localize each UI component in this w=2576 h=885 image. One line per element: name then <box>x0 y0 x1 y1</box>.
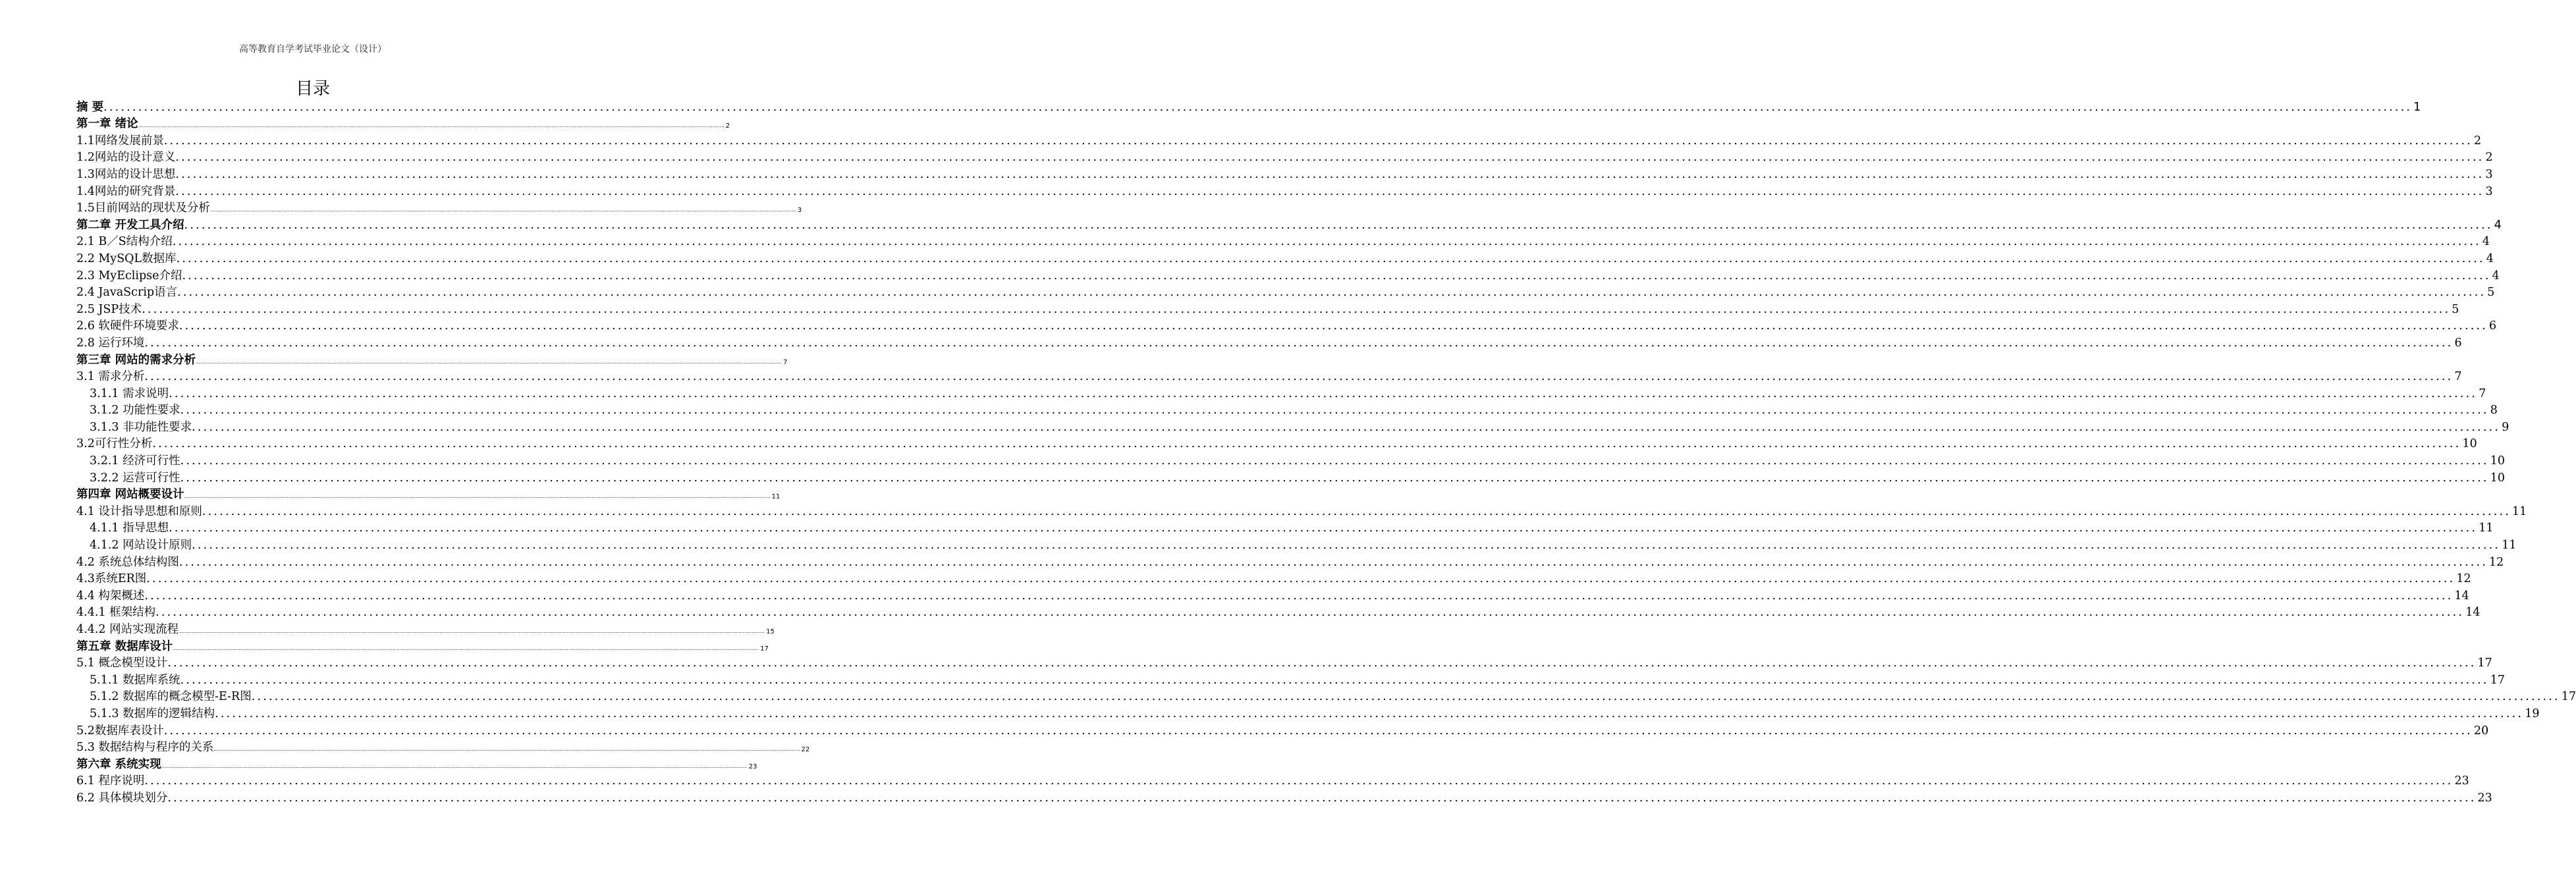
toc-entry-page: 10 <box>2490 471 2505 485</box>
toc-title: 目录 <box>295 79 330 99</box>
toc-entry[interactable] <box>76 131 2482 148</box>
toc-entry-label: 1.1网络发展前景 <box>76 134 164 148</box>
toc-entry-page: 2 <box>725 122 730 130</box>
toc-dot-leader: ................................................................................................................................................................................................................................................................................................................................................................................................................ <box>180 454 2489 468</box>
toc-entry[interactable] <box>76 502 2527 519</box>
toc-entry[interactable] <box>76 266 2500 283</box>
toc-dot-leader: ................................................................................................................................................................................................................................................................................................................................................................................................................ <box>196 359 782 365</box>
toc-entry[interactable] <box>76 283 2495 300</box>
toc-dot-leader: ................................................................................................................................................................................................................................................................................................................................................................................................................ <box>184 218 2493 232</box>
toc-entry-page: 22 <box>801 746 810 754</box>
toc-entry-label: 第三章 网站的需求分析 <box>76 353 196 367</box>
toc-entry-label: 5.3 数据结构与程序的关系 <box>76 741 214 755</box>
toc-entry[interactable] <box>76 670 2505 687</box>
toc-entry-label: 第一章 绪论 <box>76 117 138 131</box>
toc-entry-label: 摘 要 <box>76 100 104 114</box>
toc-entry[interactable] <box>76 687 2576 705</box>
toc-entry[interactable] <box>76 772 2469 789</box>
toc-entry-page: 14 <box>2454 589 2469 603</box>
toc-entry[interactable] <box>76 570 2471 587</box>
toc-entry-page: 12 <box>2489 555 2504 569</box>
toc-dot-leader: ................................................................................................................................................................................................................................................................................................................................................................................................................ <box>144 774 2453 788</box>
toc-entry-page: 17 <box>2490 673 2505 687</box>
toc-entry-page: 12 <box>2456 572 2471 586</box>
toc-dot-leader: ................................................................................................................................................................................................................................................................................................................................................................................................................ <box>161 763 748 769</box>
toc-entry[interactable] <box>76 300 2459 317</box>
toc-dot-leader: ................................................................................................................................................................................................................................................................................................................................................................................................................ <box>172 235 2481 249</box>
toc-entry-label: 3.1.2 功能性要求 <box>90 404 180 417</box>
toc-dot-leader: ................................................................................................................................................................................................................................................................................................................................................................................................................ <box>180 404 2489 417</box>
toc-dot-leader: ................................................................................................................................................................................................................................................................................................................................................................................................................ <box>103 100 2413 114</box>
toc-dot-leader: ................................................................................................................................................................................................................................................................................................................................................................................................................ <box>169 387 2478 400</box>
toc-dot-leader: ................................................................................................................................................................................................................................................................................................................................................................................................................ <box>146 572 2455 586</box>
toc-entry[interactable] <box>76 401 2498 418</box>
toc-dot-leader: ................................................................................................................................................................................................................................................................................................................................................................................................................ <box>177 286 2486 300</box>
toc-entry-page: 23 <box>2477 791 2492 805</box>
toc-dot-leader: ................................................................................................................................................................................................................................................................................................................................................................................................................ <box>175 167 2484 181</box>
toc-entry[interactable] <box>76 115 730 132</box>
toc-entry-label: 1.3网站的设计思想 <box>76 167 176 181</box>
toc-entry-label: 3.1.3 非功能性要求 <box>90 420 192 434</box>
toc-entry[interactable] <box>76 788 2492 805</box>
toc-entry-label: 3.1.1 需求说明 <box>90 387 169 400</box>
toc-entry-page: 6 <box>2489 319 2497 333</box>
toc-entry[interactable] <box>76 350 788 367</box>
toc-entry[interactable] <box>76 704 2540 721</box>
toc-entry-page: 19 <box>2525 707 2540 720</box>
toc-entry[interactable] <box>76 97 2421 115</box>
toc-entry[interactable] <box>76 721 2489 738</box>
toc-entry-label: 5.1.2 数据库的概念模型-E-R图 <box>90 690 252 704</box>
toc-entry-page: 9 <box>2502 420 2509 434</box>
toc-entry[interactable] <box>76 620 775 637</box>
toc-entry-page: 10 <box>2490 454 2505 468</box>
toc-entry-label: 4.2 系统总体结构图 <box>76 555 179 569</box>
toc-entry[interactable] <box>76 232 2490 250</box>
toc-entry-page: 10 <box>2462 437 2477 451</box>
toc-dot-leader: ................................................................................................................................................................................................................................................................................................................................................................................................................ <box>178 629 765 634</box>
toc-entry-label: 4.4.2 网站实现流程 <box>76 623 179 636</box>
toc-entry-page: 4 <box>2482 235 2490 249</box>
toc-entry-page: 23 <box>2454 774 2469 788</box>
toc-entry[interactable] <box>76 367 2462 385</box>
toc-entry-page: 1 <box>2413 100 2421 114</box>
toc-entry-page: 8 <box>2490 404 2498 417</box>
toc-dot-leader: ................................................................................................................................................................................................................................................................................................................................................................................................................ <box>152 437 2461 451</box>
toc-entry-label: 4.1.1 指导思想 <box>90 522 169 535</box>
toc-entry[interactable] <box>76 755 757 772</box>
toc-entry[interactable] <box>76 435 2477 452</box>
toc-dot-leader: ................................................................................................................................................................................................................................................................................................................................................................................................................ <box>163 134 2473 148</box>
toc-entry-label: 6.1 程序说明 <box>76 774 145 788</box>
toc-entry[interactable] <box>76 485 781 502</box>
toc-entry-label: 1.5目前网站的现状及分析 <box>76 201 210 215</box>
toc-entry-label: 4.3系统ER图 <box>76 572 147 586</box>
toc-entry[interactable] <box>76 468 2505 485</box>
toc-dot-leader: ................................................................................................................................................................................................................................................................................................................................................................................................................ <box>176 252 2485 265</box>
toc-entry-page: 11 <box>771 493 781 501</box>
toc-dot-leader: ................................................................................................................................................................................................................................................................................................................................................................................................................ <box>142 302 2451 316</box>
toc-entry[interactable] <box>76 215 2502 232</box>
toc-dot-leader: ................................................................................................................................................................................................................................................................................................................................................................................................................ <box>178 555 2488 569</box>
toc-dot-leader: ................................................................................................................................................................................................................................................................................................................................................................................................................ <box>144 370 2453 384</box>
toc-entry[interactable] <box>76 165 2493 182</box>
toc-dot-leader: ................................................................................................................................................................................................................................................................................................................................................................................................................ <box>144 336 2453 350</box>
toc-entry-page: 2 <box>2473 134 2482 148</box>
toc-entry[interactable] <box>76 637 769 654</box>
toc-entry-label: 5.1.1 数据库系统 <box>90 673 180 687</box>
toc-entry[interactable] <box>76 199 802 216</box>
toc-entry-label: 1.2网站的设计意义 <box>76 151 176 165</box>
toc-entry[interactable] <box>76 586 2469 603</box>
toc-entry[interactable] <box>76 451 2505 468</box>
toc-entry-page: 2 <box>2485 151 2493 165</box>
toc-entry-label: 4.1.2 网站设计原则 <box>90 539 192 552</box>
toc-entry-label: 2.2 MySQL数据库 <box>76 252 177 265</box>
toc-entry-label: 5.2数据库表设计 <box>76 724 164 738</box>
toc-entry-label: 第五章 数据库设计 <box>76 639 173 653</box>
toc-entry[interactable] <box>76 148 2493 165</box>
toc-entry-label: 2.3 MyEclipse介绍 <box>76 269 182 282</box>
toc-entry-page: 11 <box>2502 539 2517 552</box>
toc-entry-page: 15 <box>766 628 775 635</box>
toc-entry-page: 17 <box>2477 657 2492 670</box>
toc-dot-leader: ................................................................................................................................................................................................................................................................................................................................................................................................................ <box>178 319 2488 333</box>
toc-entry[interactable] <box>76 552 2504 570</box>
toc-entry-label: 2.8 运行环境 <box>76 336 145 350</box>
toc-dot-leader: ................................................................................................................................................................................................................................................................................................................................................................................................................ <box>209 207 796 213</box>
toc-entry-label: 4.4 构架概述 <box>76 589 145 603</box>
toc-entry-page: 23 <box>748 763 757 770</box>
toc-entry[interactable] <box>76 384 2486 401</box>
toc-dot-leader: ................................................................................................................................................................................................................................................................................................................................................................................................................ <box>192 420 2501 434</box>
toc-dot-leader: ................................................................................................................................................................................................................................................................................................................................................................................................................ <box>173 645 759 651</box>
toc-entry-page: 4 <box>2494 218 2502 232</box>
toc-entry[interactable] <box>76 249 2494 266</box>
toc-entry-page: 3 <box>2485 184 2493 198</box>
toc-entry-page: 5 <box>2487 286 2495 300</box>
toc-dot-leader: ................................................................................................................................................................................................................................................................................................................................................................................................................ <box>175 184 2484 198</box>
toc-dot-leader: ................................................................................................................................................................................................................................................................................................................................................................................................................ <box>192 539 2501 552</box>
toc-dot-leader: ................................................................................................................................................................................................................................................................................................................................................................................................................ <box>180 471 2489 485</box>
toc-entry-label: 2.4 JavaScrip语言 <box>76 286 178 300</box>
toc-entry-page: 3 <box>797 207 802 215</box>
toc-dot-leader: ................................................................................................................................................................................................................................................................................................................................................................................................................ <box>184 494 771 500</box>
toc-entry[interactable] <box>76 535 2517 552</box>
toc-entry-page: 4 <box>2492 269 2500 282</box>
toc-dot-leader: ................................................................................................................................................................................................................................................................................................................................................................................................................ <box>155 606 2465 620</box>
toc-dot-leader: ................................................................................................................................................................................................................................................................................................................................................................................................................ <box>213 747 800 753</box>
toc-dot-leader: ................................................................................................................................................................................................................................................................................................................................................................................................................ <box>182 269 2491 282</box>
toc-dot-leader: ................................................................................................................................................................................................................................................................................................................................................................................................................ <box>175 151 2484 165</box>
toc-entry[interactable] <box>76 603 2480 620</box>
toc-entry-page: 7 <box>783 358 788 366</box>
toc-entry-page: 6 <box>2454 336 2462 350</box>
toc-entry-page: 3 <box>2485 167 2493 181</box>
toc-dot-leader: ................................................................................................................................................................................................................................................................................................................................................................................................................ <box>138 123 725 129</box>
toc-entry-label: 1.4网站的研究背景 <box>76 184 176 198</box>
toc-dot-leader: ................................................................................................................................................................................................................................................................................................................................................................................................................ <box>144 589 2453 603</box>
toc-entry-label: 4.1 设计指导思想和原则 <box>76 504 202 518</box>
toc-entry-page: 17 <box>2561 690 2576 704</box>
toc-dot-leader: ................................................................................................................................................................................................................................................................................................................................................................................................................ <box>202 504 2511 518</box>
toc-entry-label: 2.1 B／S结构介绍 <box>76 235 173 249</box>
toc-entry-page: 7 <box>2454 370 2462 384</box>
toc-entry-page: 4 <box>2486 252 2494 265</box>
toc-entry[interactable] <box>76 317 2497 334</box>
toc-entry-page: 11 <box>2512 504 2527 518</box>
toc-entry-label: 第四章 网站概要设计 <box>76 488 184 502</box>
toc-entry-label: 6.2 具体模块划分 <box>76 791 168 805</box>
toc-entry-page: 7 <box>2479 387 2486 400</box>
toc-entry[interactable] <box>76 654 2492 671</box>
toc-entry-page: 17 <box>760 645 769 653</box>
toc-entry[interactable] <box>76 182 2493 199</box>
toc-entry-label: 3.2.1 经济可行性 <box>90 454 180 468</box>
toc-entry-label: 3.2.2 运营可行性 <box>90 471 180 485</box>
toc-entry[interactable] <box>76 738 810 755</box>
toc-dot-leader: ................................................................................................................................................................................................................................................................................................................................................................................................................ <box>251 690 2560 704</box>
toc-entry-label: 3.2可行性分析 <box>76 437 153 451</box>
toc-entry-label: 4.4.1 框架结构 <box>76 606 156 620</box>
toc-entry-page: 11 <box>2479 522 2494 535</box>
toc-entry-label: 5.1 概念模型设计 <box>76 657 168 670</box>
page-header: 高等教育自学考试毕业论文（设计） <box>239 44 387 55</box>
toc-dot-leader: ................................................................................................................................................................................................................................................................................................................................................................................................................ <box>167 657 2477 670</box>
toc-entry-label: 3.1 需求分析 <box>76 370 145 384</box>
toc-entry-label: 第二章 开发工具介绍 <box>76 218 184 232</box>
toc-entry-label: 5.1.3 数据库的逻辑结构 <box>90 707 215 720</box>
toc-dot-leader: ................................................................................................................................................................................................................................................................................................................................................................................................................ <box>180 673 2489 687</box>
toc-entry-label: 2.5 JSP技术 <box>76 302 142 316</box>
toc-entry-label: 2.6 软硬件环境要求 <box>76 319 179 333</box>
table-of-contents <box>76 97 2576 805</box>
toc-dot-leader: ................................................................................................................................................................................................................................................................................................................................................................................................................ <box>169 522 2478 535</box>
toc-entry-page: 20 <box>2473 724 2489 738</box>
toc-dot-leader: ................................................................................................................................................................................................................................................................................................................................................................................................................ <box>167 791 2477 805</box>
toc-entry-page: 14 <box>2465 606 2480 620</box>
toc-dot-leader: ................................................................................................................................................................................................................................................................................................................................................................................................................ <box>163 724 2473 738</box>
toc-entry[interactable] <box>76 519 2494 536</box>
toc-entry[interactable] <box>76 333 2462 350</box>
toc-entry[interactable] <box>76 417 2509 435</box>
toc-dot-leader: ................................................................................................................................................................................................................................................................................................................................................................................................................ <box>215 707 2524 720</box>
toc-entry-label: 第六章 系统实现 <box>76 757 161 771</box>
toc-entry-page: 5 <box>2452 302 2459 316</box>
